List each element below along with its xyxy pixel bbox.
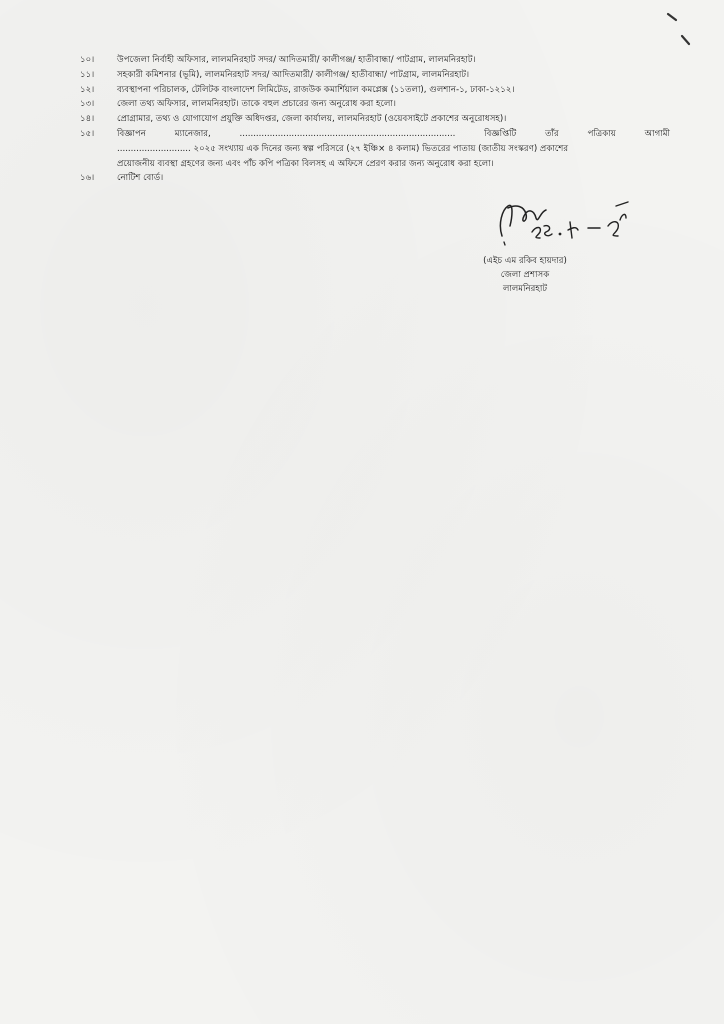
word: ম্যানেজার, — [174, 128, 211, 139]
scan-mark — [664, 10, 694, 50]
word: বিজ্ঞাপন — [117, 128, 146, 139]
word: পত্রিকায় — [587, 128, 616, 139]
signatory-place: লালমনিরহাট — [502, 284, 548, 294]
word: বিজ্ঞপ্তিটি — [484, 128, 517, 139]
handwritten-signature — [496, 196, 636, 246]
item-number: ১২। — [80, 84, 95, 95]
list-item — [80, 97, 670, 112]
item-text-line-2: ........................... ২০২৫ সংখ্যায় এক দিনের জন্য স্বল্প পরিসরে (২৭ ইঞ্চি× ৪ কলাম) ভিতরের পাতায় (জাতীয় সংস্করণ) প্রকাশের — [117, 143, 569, 154]
list-item — [80, 112, 670, 127]
item-number: ১৬। — [80, 173, 95, 184]
item-text: নোটিশ বোর্ড। — [117, 173, 164, 184]
list-item-advertisement — [80, 127, 670, 171]
signatory-block — [460, 254, 590, 296]
list-item — [80, 68, 670, 83]
list-item — [80, 53, 670, 68]
item-number: ১৪। — [80, 114, 95, 125]
item-text: সহকারী কমিশনার (ভূমি), লালমনিরহাট সদর/ আদিতমারী/ কালীগঞ্জ/ হাতীবান্ধা/ পাটগ্রাম, লালমনিরহাট। — [117, 69, 470, 80]
item-number: ১৩। — [80, 99, 95, 110]
item-number: ১৫। — [80, 128, 95, 139]
item-text: ব্যবস্থাপনা পরিচালক, টেলিটক বাংলাদেশ লিমিটেড, রাজউক কমার্শিয়াল কমপ্লেক্স (১১তলা), গুলশান-১, ঢাকা-১২১২। — [117, 84, 515, 95]
item-number: ১১। — [80, 69, 95, 80]
signatory-designation: জেলা প্রশাসক — [500, 270, 550, 280]
blank-dots: ............................................................................... — [239, 128, 456, 139]
list-item — [80, 171, 670, 186]
item-text-line-3: প্রয়োজনীয় ব্যবস্থা গ্রহণের জন্য এবং পাঁচ কপি পত্রিকা বিলসহ এ অফিসে প্রেরণ করার জন্য অনুরোধ করা হলো। — [117, 158, 494, 169]
item-text: জেলা তথ্য অফিসার, লালমনিরহাট। তাকে বহুল প্রচারের জন্য অনুরোধ করা হলো। — [117, 99, 396, 110]
item-number: ১০। — [80, 55, 95, 65]
item-text: প্রোগ্রামার, তথ্য ও যোগাযোগ প্রযুক্তি অধিদপ্তর, জেলা কার্যালয়, লালমনিরহাট (ওয়েবসাইটে প্রকাশের অনুরোধসহ)। — [117, 114, 507, 125]
word: তাঁর — [545, 128, 559, 139]
word: আগামী — [644, 128, 670, 139]
distribution-list — [80, 53, 670, 186]
list-item — [80, 83, 670, 98]
item-text-line-1 — [117, 127, 670, 142]
signatory-name: (এইচ এম রকিব হায়দার) — [483, 256, 567, 266]
item-text: উপজেলা নির্বাহী অফিসার, লালমনিরহাট সদর/ আদিতমারী/ কালীগঞ্জ/ হাতীবান্ধা/ পাটগ্রাম, লালমনিরহাট। — [117, 55, 476, 65]
